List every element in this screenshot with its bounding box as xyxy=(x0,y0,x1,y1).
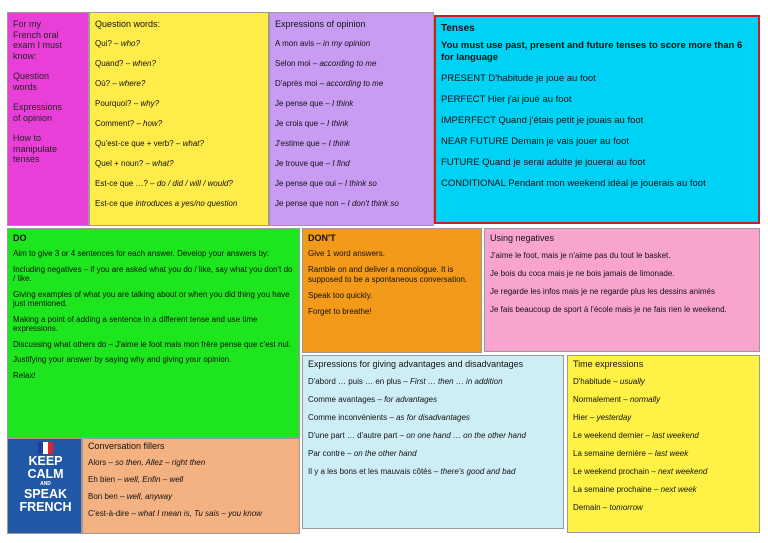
poster-word: KEEP xyxy=(28,454,63,468)
advantage-item: Par contre – on the other hand xyxy=(308,449,417,458)
opinion-item-fr: Je trouve que xyxy=(275,159,324,168)
opinion-item: Je pense que non – I don't think so xyxy=(275,199,399,208)
opinion-item: Je crois que – I think xyxy=(275,119,349,128)
question-word-item-fr: Quand? xyxy=(95,59,124,68)
question-word-item-en: why? xyxy=(140,99,160,108)
advantage-item-fr: Il y a les bons et les mauvais côtés xyxy=(308,467,432,476)
opinion-item-fr: A mon avis xyxy=(275,39,315,48)
dont-list xyxy=(308,249,476,317)
advantage-item-en: for advantages xyxy=(384,395,437,404)
do-item: Including negatives – if you are asked what you do / like, say what you don't do / like. xyxy=(13,264,293,283)
question-word-item-fr: Est-ce que xyxy=(95,199,134,208)
time-item-fr: La semaine prochaine xyxy=(573,485,652,494)
tense-line: CONDITIONAL Pendant mon weekend idéal je jouerais au foot xyxy=(441,178,706,189)
french-flag-icon xyxy=(38,442,53,454)
question-word-item-fr: Comment? xyxy=(95,119,135,128)
time-item-fr: Hier xyxy=(573,413,588,422)
advantage-item-en: there's good and bad xyxy=(440,467,516,476)
intro-line: of opinion xyxy=(13,112,53,123)
intro-line: words xyxy=(13,81,38,92)
fillers-list xyxy=(88,458,294,519)
do-item: Giving examples of what you are talking about or when you did thing you have just mentioned. xyxy=(13,289,290,308)
opinion-item: Je trouve que – I find xyxy=(275,159,350,168)
filler-item-fr: Bon ben xyxy=(88,492,118,501)
intro-line: For my xyxy=(13,19,41,29)
question-word-item-en: where? xyxy=(119,79,146,88)
opinion-item-fr: Je pense que xyxy=(275,99,324,108)
opinion-item-en: I think xyxy=(327,119,349,128)
question-words-title: Question words: xyxy=(95,19,161,29)
tense-line: NEAR FUTURE Demain je vais jouer au foot xyxy=(441,136,629,147)
advantages-panel xyxy=(302,355,564,529)
time-item: Demain – tomorrow xyxy=(573,503,643,512)
poster-word: SPEAK xyxy=(23,487,68,501)
advantage-item-fr: Comme inconvénients xyxy=(308,413,388,422)
time-item: Le weekend prochain – next weekend xyxy=(573,467,708,476)
time-item-fr: Le weekend dernier xyxy=(573,431,644,440)
time-item: Normalement – normally xyxy=(573,395,661,404)
time-item-fr: Demain xyxy=(573,503,601,512)
negative-item: Je fais beaucoup de sport à l'école mais je ne fais rien le weekend. xyxy=(490,305,727,314)
intro-heading xyxy=(13,19,83,61)
time-item-en: next weekend xyxy=(657,467,708,476)
time-item-en: normally xyxy=(629,395,661,404)
time-item-en: yesterday xyxy=(596,413,632,422)
keep-calm-poster xyxy=(7,438,82,534)
question-word-item: Quel + noun? – what? xyxy=(95,159,174,168)
opinion-item-en: I don't think so xyxy=(347,199,399,208)
advantage-item-fr: Par contre xyxy=(308,449,345,458)
time-item-fr: Le weekend prochain xyxy=(573,467,650,476)
negative-item: J'aime le foot, mais je n'aime pas du tout le basket. xyxy=(490,251,671,260)
flag-stripe xyxy=(48,442,53,454)
opinion-item-fr: Je crois que xyxy=(275,119,319,128)
tense-line: IMPERFECT Quand j'étais petit je jouais au foot xyxy=(441,115,644,126)
opinion-item: J'estime que – I think xyxy=(275,139,350,148)
question-word-item-fr: Où? xyxy=(95,79,111,88)
question-word-item-en: what? xyxy=(182,139,204,148)
time-item-en: tomorrow xyxy=(609,503,643,512)
question-word-item-fr: Pourquoi? xyxy=(95,99,132,108)
poster-word: AND xyxy=(40,481,51,487)
opinion-item-fr: D'après moi xyxy=(275,79,318,88)
filler-item: Eh bien – well, Enfin – well xyxy=(88,475,184,484)
question-word-item-en: what? xyxy=(152,159,174,168)
opinion-item: Je pense que oui – I think so xyxy=(275,179,377,188)
negatives-list xyxy=(490,251,754,315)
opinion-item-fr: J'estime que xyxy=(275,139,320,148)
opinion-item-en: in my opinion xyxy=(323,39,371,48)
advantage-item: D'une part … d'autre part – on one hand … on the other hand xyxy=(308,431,526,440)
advantage-item-fr: D'une part … d'autre part xyxy=(308,431,398,440)
question-word-item-fr: Est-ce que …? xyxy=(95,179,148,188)
question-word-item-fr: Qui? xyxy=(95,39,112,48)
question-word-item: Qui? – who? xyxy=(95,39,140,48)
filler-item-en-extra: right then xyxy=(171,458,206,467)
tenses-list xyxy=(441,73,753,190)
do-item: Aim to give 3 or 4 sentences for each answer. Develop your answers by: xyxy=(13,249,270,258)
intro-line: French oral xyxy=(13,29,59,40)
advantages-title: Expressions for giving advantages and disadvantages xyxy=(308,359,524,369)
opinion-item: Selon moi – according to me xyxy=(275,59,377,68)
tenses-panel xyxy=(434,15,760,224)
question-word-item xyxy=(95,199,263,209)
do-list xyxy=(13,249,294,380)
question-word-item-en: do / did / will / would? xyxy=(156,179,233,188)
question-word-item-en: who? xyxy=(120,39,140,48)
opinion-item: D'après moi – according to me xyxy=(275,79,384,88)
intro-line: manipulate xyxy=(13,143,58,154)
time-item: D'habitude – usually xyxy=(573,377,645,386)
time-item: Hier – yesterday xyxy=(573,413,632,422)
question-words-list xyxy=(95,39,263,209)
question-word-item-en: how? xyxy=(143,119,163,128)
intro-line: Question xyxy=(13,71,50,81)
dont-item: Ramble on and deliver a monologue. It is supposed to be a spontaneous conversation. xyxy=(308,265,468,284)
dont-item: Speak too quickly. xyxy=(308,291,373,300)
filler-item-fr: Alors xyxy=(88,458,107,467)
negatives-panel xyxy=(484,228,760,352)
time-item-fr: La semaine dernière xyxy=(573,449,646,458)
negative-item: Je regarde les infos mais je ne regarde plus les dessins animés xyxy=(490,287,716,296)
do-item: Relax! xyxy=(13,370,36,380)
question-word-item: Est-ce que …? – do / did / will / would? xyxy=(95,179,233,188)
do-item: Discussing what others do – J'aime le foot mais mon frère pense que c'est nul. xyxy=(13,339,291,349)
filler-item: Alors – so then, Allez – right then xyxy=(88,458,206,467)
opinion-item-fr: Selon moi xyxy=(275,59,311,68)
advantage-item-en: on the other hand xyxy=(353,449,417,458)
filler-item-fr: Eh bien xyxy=(88,475,116,484)
filler-item-en: what I mean is, Tu sais xyxy=(138,509,220,518)
intro-line: exam I must xyxy=(13,40,63,50)
tense-line: FUTURE Quand je serai adulte je jouerai au foot xyxy=(441,157,646,168)
advantage-item: Comme inconvénients – as for disadvantages xyxy=(308,413,470,422)
time-item-en: last week xyxy=(654,449,689,458)
intro-line: How to xyxy=(13,133,42,143)
time-item-en: last weekend xyxy=(652,431,699,440)
time-item: La semaine dernière – last week xyxy=(573,449,689,458)
time-panel xyxy=(567,355,760,533)
time-item: La semaine prochaine – next week xyxy=(573,485,697,494)
question-word-item: Comment? – how? xyxy=(95,119,163,128)
intro-panel xyxy=(7,12,89,226)
do-item: Justifying your answer by saying why and giving your opinion. xyxy=(13,355,232,364)
negative-item: Je bois du coca mais je ne bois jamais de limonade. xyxy=(490,269,675,278)
fillers-title: Conversation fillers xyxy=(88,441,165,451)
opinion-item-en: I think xyxy=(328,139,350,148)
advantage-item-en: First … then … in addition xyxy=(410,377,503,386)
question-word-item-en: when? xyxy=(132,59,156,68)
opinion-list xyxy=(275,39,428,209)
opinion-title: Expressions of opinion xyxy=(275,19,366,29)
opinion-item-en: according to me xyxy=(326,79,384,88)
opinion-item-en: according to me xyxy=(319,59,377,68)
dont-item: Forget to breathe! xyxy=(308,307,372,316)
advantage-item: Il y a les bons et les mauvais côtés – there's good and bad xyxy=(308,467,516,476)
opinion-panel xyxy=(269,12,434,226)
opinion-item-fr: Je pense que oui xyxy=(275,179,336,188)
opinion-item: A mon avis – in my opinion xyxy=(275,39,371,48)
opinion-item-fr: Je pense que non xyxy=(275,199,339,208)
intro-topic-tenses xyxy=(13,133,83,165)
time-title: Time expressions xyxy=(573,359,644,369)
question-word-item-fr: Quel + noun? xyxy=(95,159,144,168)
filler-item-en: well, Enfin xyxy=(124,475,161,484)
time-item-en: next week xyxy=(660,485,697,494)
poster-word: CALM xyxy=(27,467,64,481)
time-item: Le weekend dernier – last weekend xyxy=(573,431,699,440)
negatives-title: Using negatives xyxy=(490,233,555,243)
tense-line: PERFECT Hier j'ai joué au foot xyxy=(441,94,572,105)
poster-word: FRENCH xyxy=(19,500,72,514)
intro-line: Expressions xyxy=(13,102,63,112)
opinion-item: Je pense que – I think xyxy=(275,99,354,108)
dont-item: Give 1 word answers. xyxy=(308,249,385,258)
fillers-panel xyxy=(82,438,300,534)
keep-calm-text xyxy=(8,455,82,514)
filler-item-fr: C'est-à-dire xyxy=(88,509,130,518)
question-words-panel xyxy=(89,12,269,226)
opinion-item-en: I think xyxy=(331,99,354,108)
do-title: DO xyxy=(13,233,27,243)
advantage-item: D'abord … puis … en plus – First … then … in addition xyxy=(308,377,503,386)
question-word-item: Qu'est-ce que + verb? – what? xyxy=(95,139,204,148)
filler-item-en-extra: you know xyxy=(228,509,262,518)
tense-line: PRESENT D'habitude je joue au foot xyxy=(441,73,596,84)
advantages-list xyxy=(308,377,558,477)
advantage-item-en: on one hand … on the other hand xyxy=(406,431,526,440)
filler-item-en: well, anyway xyxy=(126,492,173,501)
tenses-lead: You must use past, present and future tenses to score more than 6 for language xyxy=(441,40,743,63)
tenses-title: Tenses xyxy=(441,23,475,34)
do-panel xyxy=(7,228,300,438)
question-word-item-en: introduces a yes/no question xyxy=(135,199,238,208)
question-word-item-fr: Qu'est-ce que + verb? xyxy=(95,139,174,148)
time-item-fr: Normalement xyxy=(573,395,622,404)
time-item-fr: D'habitude xyxy=(573,377,611,386)
filler-item: C'est-à-dire – what I mean is, Tu sais – you know xyxy=(88,509,262,518)
do-item: Making a point of adding a sentence in a different tense and use time expressions. xyxy=(13,314,258,333)
question-word-item: Où? – where? xyxy=(95,79,146,88)
time-list xyxy=(573,377,754,513)
question-word-item: Pourquoi? – why? xyxy=(95,99,160,108)
filler-item-en-extra: well xyxy=(169,475,184,484)
intro-topic-question-words xyxy=(13,71,83,92)
intro-topic-opinion xyxy=(13,102,83,123)
filler-item: Bon ben – well, anyway xyxy=(88,492,173,501)
opinion-item-en: I find xyxy=(332,159,350,168)
filler-item-en: so then, Allez xyxy=(115,458,163,467)
advantage-item-en: as for disadvantages xyxy=(396,413,470,422)
opinion-item-en: I think so xyxy=(344,179,377,188)
question-word-item: Quand? – when? xyxy=(95,59,156,68)
time-item-en: usually xyxy=(619,377,645,386)
dont-title: DON'T xyxy=(308,233,336,243)
intro-line: know: xyxy=(13,50,37,61)
advantage-item: Comme avantages – for advantages xyxy=(308,395,437,404)
advantage-item-fr: D'abord … puis … en plus xyxy=(308,377,402,386)
advantage-item-fr: Comme avantages xyxy=(308,395,376,404)
intro-line: tenses xyxy=(13,154,40,164)
dont-panel xyxy=(302,228,482,353)
